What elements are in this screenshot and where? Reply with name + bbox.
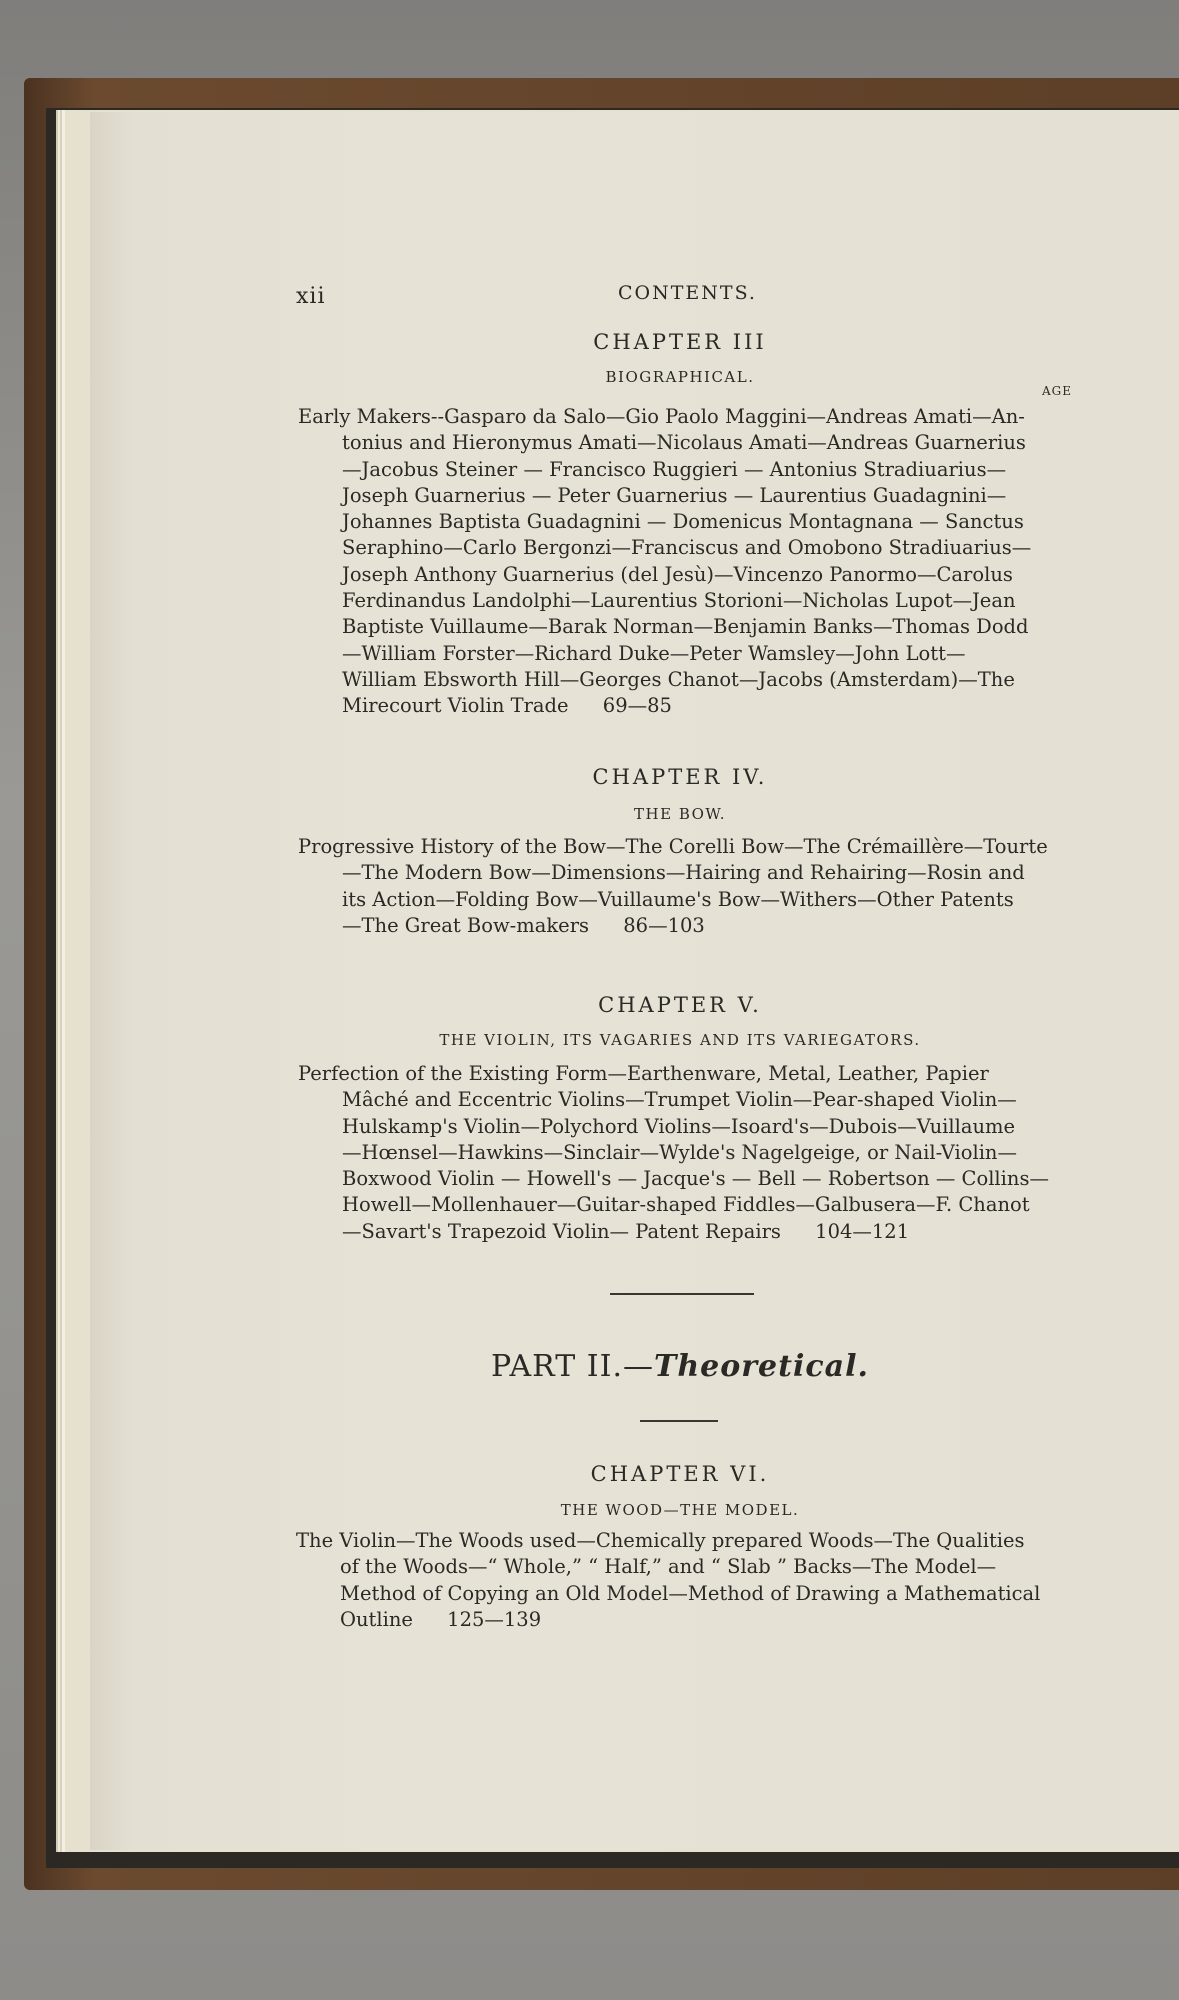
contents-entry: [298, 404, 1072, 720]
chapter-heading: CHAPTER V.: [598, 993, 762, 1017]
chapter-heading: CHAPTER IV.: [592, 765, 768, 789]
entry-line: —The Great Bow-makers: [342, 913, 590, 937]
part-heading: [380, 1349, 980, 1384]
entry-last-line: [298, 1219, 1072, 1245]
contents-entry: [298, 1061, 1072, 1245]
entry-line: Ferdinandus Landolphi—Laurentius Storioni—Nicholas Lupot—Jean: [342, 589, 1016, 613]
page-range: 69—85: [602, 694, 672, 718]
entry-line: Progressive History of the Bow—The Corelli Bow—The Crémaillère—Tourte: [298, 835, 1048, 858]
part-prefix: PART II.—: [491, 1349, 654, 1384]
chapter-subheading: THE BOW.: [634, 805, 726, 823]
page-folio: xii: [296, 284, 326, 309]
entry-line: Joseph Guarnerius — Peter Guarnerius — Laurentius Guadagnini—: [342, 483, 1007, 507]
page-range: 86—103: [623, 913, 705, 937]
entry-line: Baptiste Vuillaume—Barak Norman—Benjamin Banks—Thomas Dodd: [342, 615, 1029, 639]
section-rule: [640, 1420, 718, 1422]
running-head: CONTENTS.: [618, 282, 757, 304]
entry-line: Johannes Baptista Guadagnini — Domenicus Montagnana — Sanctus: [342, 510, 1024, 534]
entry-line: The Violin—The Woods used—Chemically prepared Woods—The Qualities: [296, 1529, 1025, 1552]
chapter-subheading: BIOGRAPHICAL.: [605, 368, 755, 386]
entry-line: Boxwood Violin — Howell's — Jacque's — Bell — Robertson — Collins—: [342, 1167, 1049, 1191]
entry-last-line: [298, 913, 1072, 939]
chapter-subheading: THE WOOD—THE MODEL.: [560, 1501, 800, 1519]
entry-line: —William Forster—Richard Duke—Peter Wamsley—John Lott—: [342, 641, 966, 665]
entry-line: Method of Copying an Old Model—Method of Drawing a Mathematical: [340, 1581, 1041, 1605]
chapter-heading: CHAPTER III: [593, 330, 767, 354]
page-range: 125—139: [447, 1607, 542, 1631]
entry-last-line: [298, 693, 1072, 719]
entry-line: William Ebsworth Hill—Georges Chanot—Jacobs (Amsterdam)—The: [342, 667, 1015, 691]
entry-line: —Savart's Trapezoid Violin— Patent Repairs: [342, 1219, 781, 1243]
entry-line: of the Woods—“ Whole,” “ Half,” and “ Slab ” Backs—The Model—: [340, 1555, 997, 1579]
entry-line: its Action—Folding Bow—Vuillaume's Bow—Withers—Other Patents: [342, 887, 1014, 911]
contents-entry: [298, 834, 1072, 939]
entry-line: Joseph Anthony Guarnerius (del Jesù)—Vincenzo Panormo—Carolus: [342, 562, 1013, 586]
entry-line: Hulskamp's Violin—Polychord Violins—Isoard's—Dubois—Vuillaume: [342, 1114, 1016, 1138]
entry-line: Howell—Mollenhauer—Guitar-shaped Fiddles—Galbusera—F. Chanot: [342, 1193, 1030, 1217]
entry-line: —Jacobus Steiner — Francisco Ruggieri — Antonius Stradiuarius—: [342, 457, 1007, 481]
entry-line: Perfection of the Existing Form—Earthenware, Metal, Leather, Papier: [298, 1062, 989, 1085]
contents-entry: [296, 1528, 1072, 1633]
entry-line: —The Modern Bow—Dimensions—Hairing and Rehairing—Rosin and: [342, 861, 1025, 885]
entry-line: Mâché and Eccentric Violins—Trumpet Violin—Pear-shaped Violin—: [342, 1088, 1017, 1112]
page-column-head: AGE: [1042, 384, 1073, 398]
entry-line: Early Makers--Gasparo da Salo—Gio Paolo Maggini—Andreas Amati—An-: [298, 405, 1025, 428]
page-range: 104—121: [815, 1219, 910, 1243]
chapter-subheading: THE VIOLIN, ITS VAGARIES AND ITS VARIEGATORS.: [439, 1031, 921, 1049]
entry-line: —Hœnsel—Hawkins—Sinclair—Wylde's Nagelgeige, or Nail-Violin—: [342, 1140, 1017, 1164]
entry-line: Mirecourt Violin Trade: [342, 694, 569, 718]
entry-last-line: [296, 1607, 1072, 1633]
entry-line: Outline: [340, 1607, 413, 1631]
part-title: Theoretical.: [654, 1349, 869, 1384]
entry-line: Seraphino—Carlo Bergonzi—Franciscus and Omobono Stradiuarius—: [342, 536, 1032, 560]
section-rule: [610, 1293, 754, 1295]
entry-line: tonius and Hieronymus Amati—Nicolaus Amati—Andreas Guarnerius: [342, 431, 1026, 455]
chapter-heading: CHAPTER VI.: [590, 1462, 770, 1486]
